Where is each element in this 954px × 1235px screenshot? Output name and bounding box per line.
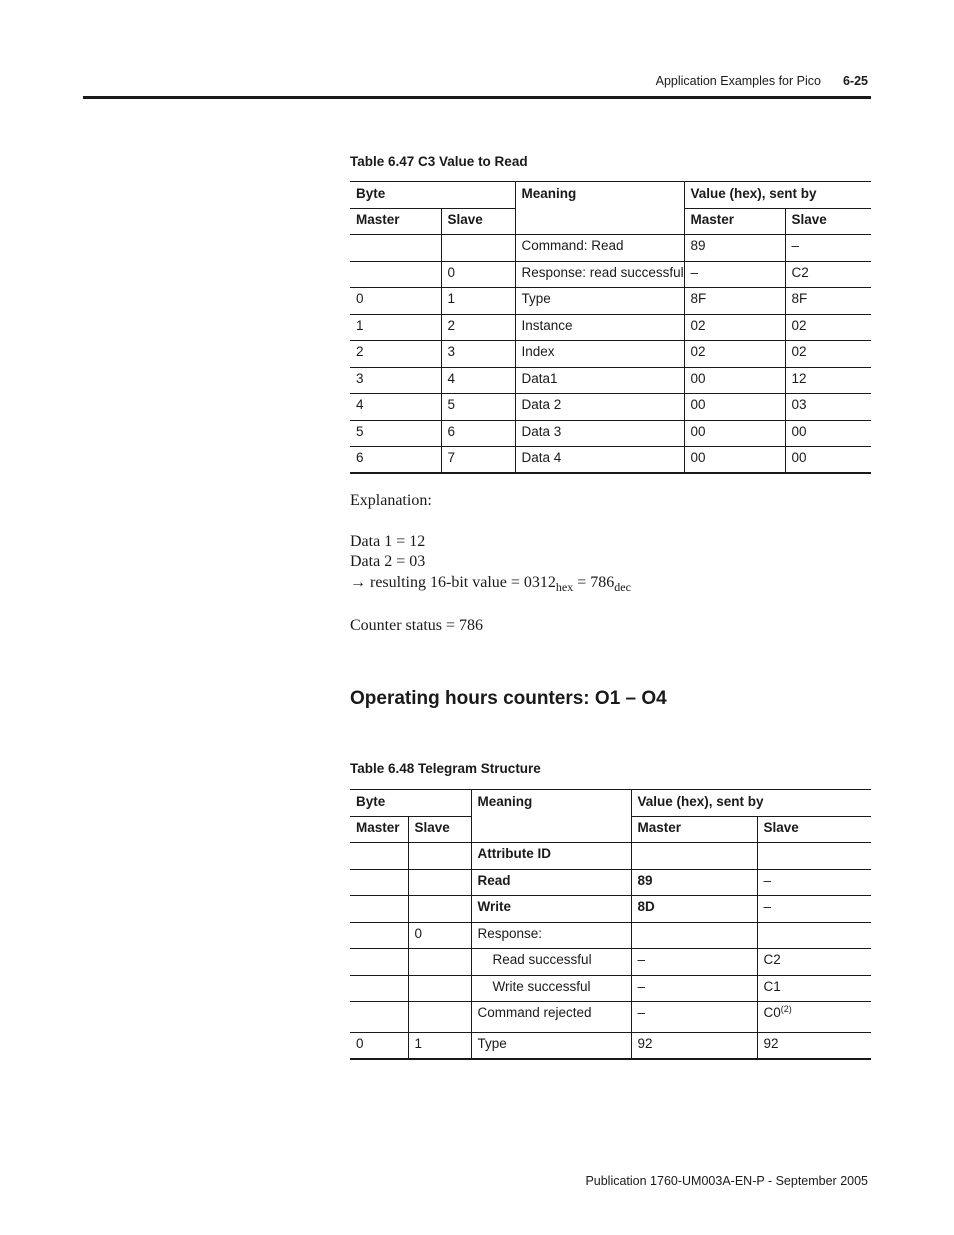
table-c3-value-to-read [350,181,871,474]
cell-value-master: 8F [684,288,785,315]
cell-byte-master: 3 [350,367,441,394]
cell-meaning: Read [471,869,631,896]
cell-byte-slave: 0 [408,922,471,949]
cell-byte-master [350,1002,408,1033]
header-slave: Slave [408,817,471,843]
cell-byte-master [350,922,408,949]
cell-byte-master: 1 [350,314,441,341]
result-prefix: → resulting 16-bit value = 0312 [350,574,556,591]
cell-value-master: 00 [684,367,785,394]
explanation-data1: Data 1 = 12 [350,533,426,550]
header-byte: Byte [350,182,515,209]
explanation-label: Explanation: [350,492,432,509]
cell-value-master: – [631,975,757,1002]
cell-value-master: 89 [631,869,757,896]
result-dec-sub: dec [614,580,631,594]
cell-value-slave [757,949,871,976]
cell-meaning: Write successful [471,975,631,1002]
cell-byte-slave: 3 [441,341,515,368]
table-row [350,843,871,870]
cell-byte-master: 6 [350,447,441,474]
cell-byte-slave: 0 [441,261,515,288]
table-row [350,420,871,447]
cell-meaning: Data 2 [515,394,684,421]
header-section-title: Application Examples for Pico [655,74,821,88]
cell-value-master: 00 [684,447,785,474]
cell-meaning: Instance [515,314,684,341]
cell-value-master: 92 [631,1033,757,1060]
cell-value-slave: 02 [785,314,871,341]
table-row [350,235,871,262]
cell-meaning: Command: Read [515,235,684,262]
cell-byte-master [350,949,408,976]
table-row [350,394,871,421]
section-heading: Operating hours counters: O1 – O4 [350,688,667,709]
table-row [350,975,871,1002]
header-rule [83,96,871,99]
cell-value-slave: 8F [785,288,871,315]
footnote-reference: (2) [780,1004,792,1014]
cell-meaning: Type [515,288,684,315]
cell-meaning: Write [471,896,631,923]
cell-value-slave-text: C0 [763,1005,781,1020]
cell-value-master: 8D [631,896,757,923]
cell-meaning: Data 3 [515,420,684,447]
table-row [350,1002,871,1033]
cell-byte-slave: 7 [441,447,515,474]
counter-status: Counter status = 786 [350,617,484,634]
cell-byte-slave: 2 [441,314,515,341]
table-row [350,367,871,394]
cell-byte-master: 0 [350,288,441,315]
cell-byte-slave [408,949,471,976]
cell-value-slave [757,922,871,949]
cell-value-slave-text: 92 [763,1036,779,1051]
cell-byte-master [350,869,408,896]
cell-value-slave [757,1002,871,1033]
cell-byte-slave [408,896,471,923]
table-row [350,314,871,341]
cell-value-slave: 00 [785,447,871,474]
cell-byte-slave: 5 [441,394,515,421]
cell-byte-slave [408,1002,471,1033]
cell-value-slave: – [785,235,871,262]
cell-value-slave [757,869,871,896]
cell-byte-master [350,843,408,870]
cell-byte-master: 5 [350,420,441,447]
cell-byte-slave: 1 [441,288,515,315]
header-byte: Byte [350,790,471,817]
table-caption-6-47: Table 6.47 C3 Value to Read [350,154,528,169]
cell-byte-slave [408,975,471,1002]
cell-byte-master [350,975,408,1002]
result-hex-sub: hex [555,580,574,594]
cell-value-master: 02 [684,314,785,341]
cell-meaning: Command rejected [471,1002,631,1033]
table-row [350,896,871,923]
cell-value-slave-text: – [763,899,772,914]
cell-value-slave: 02 [785,341,871,368]
cell-value-slave-text: – [763,872,772,888]
cell-value-master: 00 [684,420,785,447]
cell-value-slave [757,1033,871,1060]
table-row [350,341,871,368]
header-value: Value (hex), sent by [631,790,871,817]
header-slave: Slave [441,209,515,235]
publication-footer: Publication 1760-UM003A-EN-P - September 2005 [585,1174,868,1188]
cell-byte-master: 4 [350,394,441,421]
cell-value-slave: 00 [785,420,871,447]
table-row [350,1033,871,1060]
table-row [350,261,871,288]
cell-meaning: Response: [471,922,631,949]
cell-meaning: Attribute ID [471,843,631,870]
cell-value-slave [757,896,871,923]
cell-meaning: Data 4 [515,447,684,474]
cell-value-slave [757,975,871,1002]
cell-value-slave: 12 [785,367,871,394]
header-value-slave: Slave [785,209,871,235]
cell-meaning: Data1 [515,367,684,394]
cell-meaning: Read successful [471,949,631,976]
cell-meaning: Response: read successful [515,261,684,288]
table-row [350,949,871,976]
table-row [350,447,871,474]
cell-value-master: – [631,949,757,976]
cell-meaning: Index [515,341,684,368]
header-value-slave: Slave [757,817,871,843]
header-master: Master [350,209,441,235]
cell-value-master [631,922,757,949]
header-value: Value (hex), sent by [684,182,871,209]
cell-value-slave-text: C1 [763,978,781,994]
cell-byte-slave [441,235,515,262]
table-telegram-structure [350,789,871,1060]
table-row [350,288,871,315]
page-number: 6-25 [842,74,868,88]
cell-meaning: Type [471,1033,631,1060]
cell-byte-slave [408,869,471,896]
cell-value-slave: C2 [785,261,871,288]
header-master: Master [350,817,408,843]
cell-value-master: 89 [684,235,785,262]
header-value-master: Master [684,209,785,235]
table-caption-6-48: Table 6.48 Telegram Structure [350,761,541,776]
cell-byte-master: 2 [350,341,441,368]
header-meaning: Meaning [471,790,631,843]
cell-byte-slave: 4 [441,367,515,394]
table-row [350,922,871,949]
cell-value-master: – [631,1002,757,1033]
cell-byte-master [350,261,441,288]
cell-byte-slave: 1 [408,1033,471,1060]
header-value-master: Master [631,817,757,843]
cell-value-slave [757,843,871,870]
cell-value-master [631,843,757,870]
header-meaning: Meaning [515,182,684,235]
cell-byte-master [350,235,441,262]
cell-value-master: – [684,261,785,288]
cell-byte-slave [408,843,471,870]
cell-value-master: 00 [684,394,785,421]
table-row [350,869,871,896]
cell-byte-master: 0 [350,1033,408,1060]
cell-byte-master [350,896,408,923]
explanation-result [350,574,631,592]
explanation-data2: Data 2 = 03 [350,553,426,570]
cell-value-slave-text: C2 [763,952,781,967]
cell-value-slave: 03 [785,394,871,421]
cell-byte-slave: 6 [441,420,515,447]
result-mid: = 786 [573,574,615,591]
running-header [656,74,868,88]
cell-value-master: 02 [684,341,785,368]
